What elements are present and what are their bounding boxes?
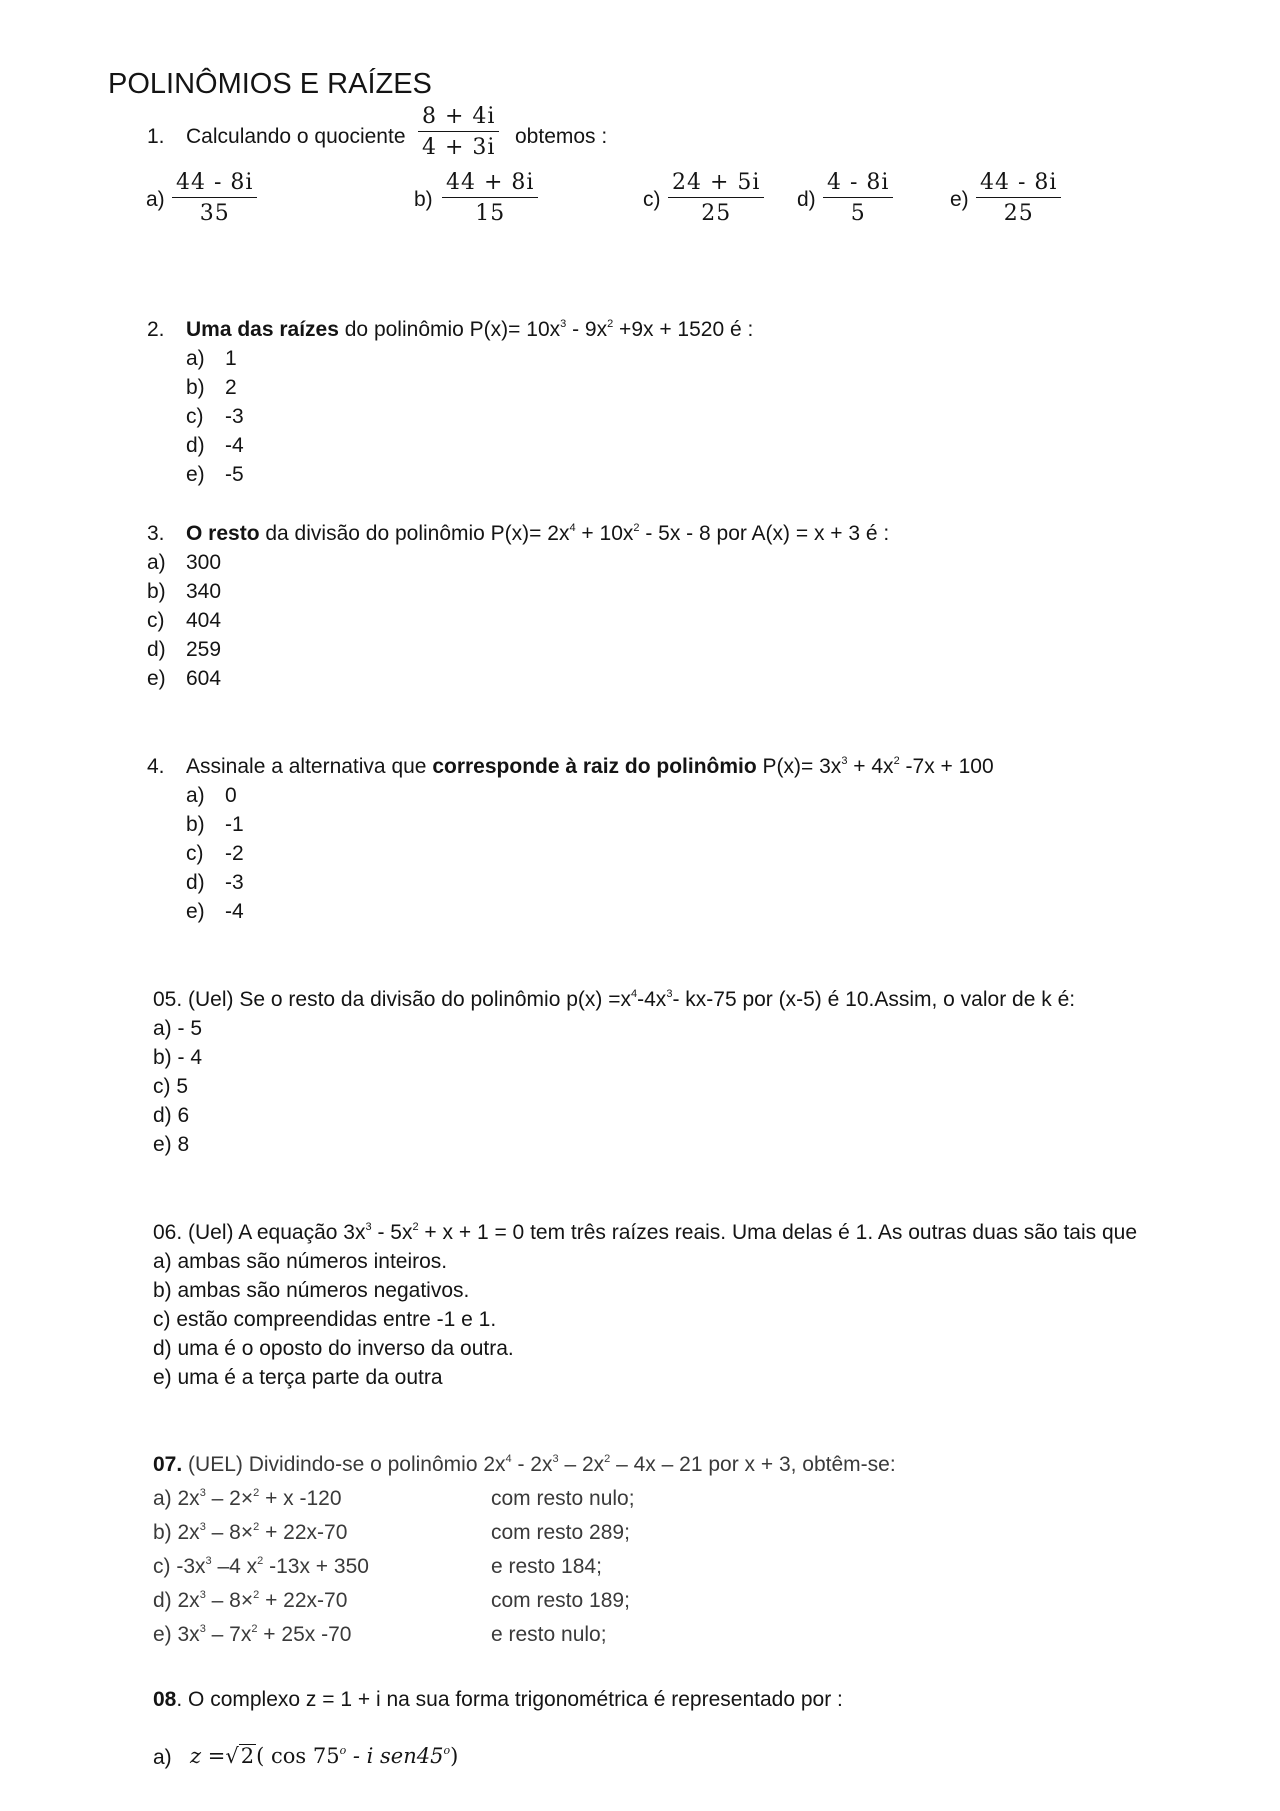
option-fraction: [976, 172, 1061, 225]
option-a: a) - 5: [153, 1017, 203, 1040]
fraction-denominator: 35: [199, 201, 230, 226]
exponent: 2: [633, 522, 640, 534]
question-number: 4.: [147, 755, 165, 778]
question-text: [186, 523, 889, 544]
exponent: 3: [205, 1555, 212, 1567]
option-c: [153, 1556, 369, 1577]
option-text: 259: [186, 638, 222, 661]
exponent: 2: [893, 755, 900, 767]
question-number: 2.: [147, 318, 165, 341]
text-part: b) 2x: [153, 1521, 200, 1544]
text-part: - 5x: [371, 1221, 413, 1244]
option-c: [186, 843, 244, 864]
option-b: [186, 377, 237, 398]
text-part: – 7x: [205, 1623, 252, 1646]
option-b: b) - 4: [153, 1046, 203, 1069]
option-b: b) ambas são números negativos.: [153, 1279, 470, 1302]
bold-text: 07.: [153, 1453, 183, 1476]
option-letter: a): [146, 188, 165, 211]
option-letter: b): [186, 376, 205, 399]
text-part: + 10x: [575, 522, 634, 545]
option-d: [153, 1590, 347, 1611]
text-part: - i sen45: [346, 1744, 444, 1768]
text-part: da divisão do polinômio P(x)= 2x: [259, 522, 570, 545]
bold-text: 08: [153, 1688, 177, 1711]
option-fraction: [172, 172, 257, 225]
option-b: [153, 1522, 347, 1543]
text-part: -4x: [637, 988, 667, 1011]
exponent: 3: [841, 755, 848, 767]
exponent: 3: [199, 1487, 206, 1499]
question-number: 3.: [147, 522, 165, 545]
option-letter: e): [186, 463, 205, 486]
question-text: [153, 989, 1075, 1010]
fraction-numerator: 44 - 8i: [976, 172, 1061, 198]
option-letter: c): [643, 188, 661, 211]
option-letter: b): [147, 580, 166, 603]
exponent: 2: [251, 1623, 258, 1635]
question-number: 1.: [147, 125, 165, 148]
exponent: 3: [199, 1589, 206, 1601]
option-b: [186, 814, 244, 835]
fraction-denominator: 4 + 3i: [422, 135, 496, 160]
exponent: 3: [560, 318, 567, 330]
text-part: – 8×: [205, 1589, 254, 1612]
fraction-denominator: 5: [850, 201, 866, 226]
text-part: – 2x: [558, 1453, 605, 1476]
fraction-numerator: 8 + 4i: [418, 106, 499, 132]
question-text: [186, 756, 994, 777]
option-d: [186, 435, 244, 456]
trig-form-equation: [190, 1744, 458, 1767]
bold-text: O resto: [186, 522, 260, 545]
option-text: -5: [225, 463, 244, 486]
option-fraction: [823, 172, 893, 225]
exponent: 3: [199, 1521, 206, 1533]
exponent: 4: [505, 1453, 512, 1465]
page-title: POLINÔMIOS E RAÍZES: [108, 68, 432, 100]
option-c-remainder: e resto 184;: [491, 1555, 602, 1578]
option-letter: a): [147, 551, 166, 574]
exponent: 2: [253, 1521, 260, 1533]
option-text: -1: [225, 813, 244, 836]
fraction-denominator: 25: [1003, 201, 1034, 226]
text-part: – 8×: [205, 1521, 254, 1544]
option-letter: e): [147, 667, 166, 690]
option-a: a) ambas são números inteiros.: [153, 1250, 448, 1273]
option-text: -4: [225, 900, 244, 923]
quotient-fraction: [418, 106, 499, 159]
text-part: + x + 1 = 0 tem três raízes reais. Uma delas é 1. As outras duas são tais que: [418, 1221, 1138, 1244]
option-text: -3: [225, 871, 244, 894]
exponent: o: [339, 1744, 347, 1757]
text-part: - 5x - 8 por A(x) = x + 3 é :: [639, 522, 890, 545]
option-a-remainder: com resto nulo;: [491, 1487, 635, 1510]
exponent: 3: [199, 1623, 206, 1635]
option-letter: b): [414, 188, 433, 211]
option-letter: e): [950, 188, 969, 211]
text-part: ( cos 75: [256, 1744, 340, 1768]
text-part: + x -120: [259, 1487, 342, 1510]
option-e: e) uma é a terça parte da outra: [153, 1366, 443, 1389]
text-part: . O complexo z = 1 + i na sua forma trigonométrica é representado por :: [176, 1688, 843, 1711]
option-letter: a): [186, 784, 205, 807]
option-text: -3: [225, 405, 244, 428]
option-c: [186, 406, 244, 427]
option-letter: c): [186, 842, 204, 865]
text-part: -7x + 100: [899, 755, 994, 778]
text-part: – 4x – 21 por x + 3, obtêm-se:: [610, 1453, 896, 1476]
text-part: + 25x -70: [257, 1623, 352, 1646]
exponent: 3: [365, 1221, 372, 1233]
text-part: Assinale a alternativa que: [186, 755, 433, 778]
sqrt-icon: √: [225, 1744, 239, 1768]
text-part: 06. (Uel) A equação 3x: [153, 1221, 366, 1244]
option-d: d) 6: [153, 1104, 190, 1127]
fraction-numerator: 44 - 8i: [172, 172, 257, 198]
option-b-remainder: com resto 289;: [491, 1521, 630, 1544]
option-b: [147, 581, 221, 602]
option-d: [186, 872, 244, 893]
fraction-numerator: 44 + 8i: [442, 172, 538, 198]
fraction-numerator: 4 - 8i: [823, 172, 893, 198]
option-e-remainder: e resto nulo;: [491, 1623, 607, 1646]
text-part: -13x + 350: [263, 1555, 369, 1578]
exponent: o: [443, 1744, 451, 1757]
option-text: 340: [186, 580, 222, 603]
option-letter: e): [186, 900, 205, 923]
option-letter: d): [797, 188, 816, 211]
option-text: 300: [186, 551, 222, 574]
option-text: 0: [225, 784, 237, 807]
text-part: P(x)= 3x: [756, 755, 842, 778]
text-part: d) 2x: [153, 1589, 200, 1612]
fraction-denominator: 25: [701, 201, 732, 226]
option-fraction: [442, 172, 538, 225]
option-a: [153, 1488, 342, 1509]
exponent: 2: [253, 1487, 260, 1499]
text-part: (UEL) Dividindo-se o polinômio 2x: [182, 1453, 506, 1476]
question-text: [153, 1454, 896, 1475]
option-text: 604: [186, 667, 222, 690]
question-text: Calculando o quociente: [186, 125, 406, 148]
exponent: 2: [604, 1453, 611, 1465]
question-text: [153, 1222, 1137, 1243]
option-letter: a): [153, 1746, 172, 1769]
text-part: 05. (Uel) Se o resto da divisão do polinômio p(x) =x: [153, 988, 631, 1011]
question-text: [186, 319, 753, 340]
option-letter: a): [186, 347, 205, 370]
exponent: 4: [569, 522, 576, 534]
text-part: + 4x: [847, 755, 894, 778]
option-letter: c): [186, 405, 204, 428]
text-part: - 2x: [511, 1453, 553, 1476]
text-part: a) 2x: [153, 1487, 200, 1510]
option-text: 1: [225, 347, 237, 370]
option-e: [186, 901, 244, 922]
sqrt-radicand: 2: [240, 1744, 255, 1768]
text-part: z =: [190, 1744, 226, 1768]
text-part: c) -3x: [153, 1555, 206, 1578]
exponent: 2: [253, 1589, 260, 1601]
option-e: [153, 1624, 351, 1645]
option-a: [186, 348, 237, 369]
option-letter: d): [147, 638, 166, 661]
option-c: c) 5: [153, 1075, 189, 1098]
question-text: [153, 1689, 843, 1710]
text-part: ): [450, 1744, 459, 1768]
text-part: +9x + 1520 é :: [613, 318, 754, 341]
text-part: e) 3x: [153, 1623, 200, 1646]
text-part: – 2×: [205, 1487, 254, 1510]
option-a: [147, 552, 221, 573]
text-part: do polinômio P(x)= 10x: [338, 318, 561, 341]
exponent: 3: [552, 1453, 559, 1465]
exponent: 4: [631, 988, 638, 1000]
option-text: 2: [225, 376, 237, 399]
option-letter: c): [147, 609, 165, 632]
exponent: 2: [607, 318, 614, 330]
option-d: [147, 639, 221, 660]
option-e: [147, 668, 221, 689]
option-text: -4: [225, 434, 244, 457]
text-part: + 22x-70: [259, 1589, 348, 1612]
text-part: - kx-75 por (x-5) é 10.Assim, o valor de k é:: [672, 988, 1076, 1011]
option-a: [186, 785, 237, 806]
bold-text: Uma das raízes: [186, 318, 339, 341]
option-letter: d): [186, 434, 205, 457]
option-d: d) uma é o oposto do inverso da outra.: [153, 1337, 514, 1360]
option-text: -2: [225, 842, 244, 865]
fraction-denominator: 15: [475, 201, 506, 226]
option-letter: b): [186, 813, 205, 836]
question-text-suffix: obtemos :: [515, 125, 608, 148]
option-d-remainder: com resto 189;: [491, 1589, 630, 1612]
option-c: c) estão compreendidas entre -1 e 1.: [153, 1308, 497, 1331]
exponent: 3: [666, 988, 673, 1000]
text-part: –4 x: [211, 1555, 258, 1578]
option-e: [186, 464, 244, 485]
text-part: - 9x: [566, 318, 608, 341]
text-part: + 22x-70: [259, 1521, 348, 1544]
option-fraction: [668, 172, 764, 225]
option-e: e) 8: [153, 1133, 190, 1156]
option-letter: d): [186, 871, 205, 894]
bold-text: corresponde à raiz do polinômio: [432, 755, 757, 778]
option-c: [147, 610, 221, 631]
option-text: 404: [186, 609, 222, 632]
exponent: 2: [412, 1221, 419, 1233]
fraction-numerator: 24 + 5i: [668, 172, 764, 198]
exponent: 2: [257, 1555, 264, 1567]
